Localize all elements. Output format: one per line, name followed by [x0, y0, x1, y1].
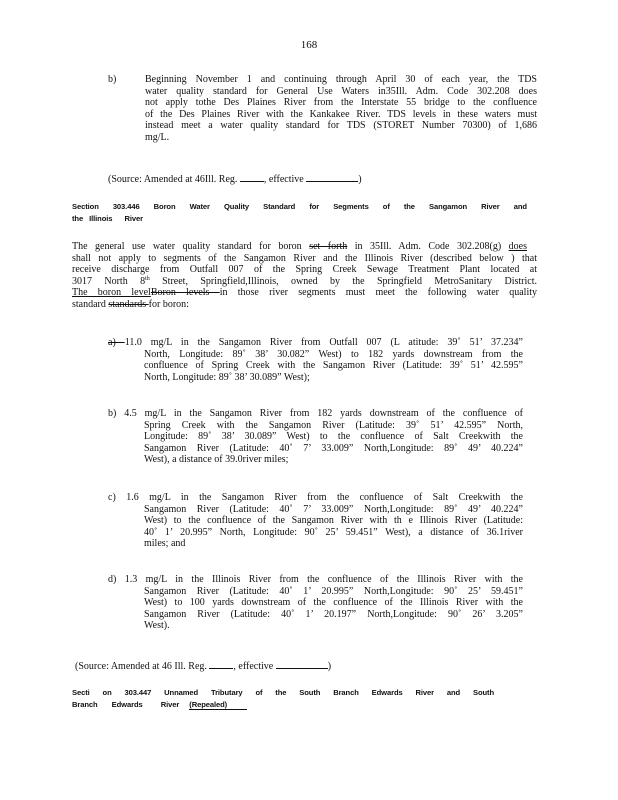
text-line: shall not apply to segments of the Sangamon River and the Illinois River (described below ) that: [72, 252, 537, 264]
list-item-a: [108, 337, 523, 383]
source-note-1: [108, 172, 362, 185]
heading-word: of: [382, 202, 390, 211]
blank-line: [209, 659, 233, 669]
page-number: 168: [300, 39, 318, 51]
text-line: Sangamon River (Latitude: 40˚ 1’ 20.995” North,Longitude: 90˚ 25’ 59.451”: [144, 585, 523, 597]
heading-word: Illinois: [89, 214, 113, 223]
text-line: Spring Creek with the Sangamon River (Latitude: 39˚ 51’ 42.595” North,: [144, 419, 523, 431]
text-line: standard standards for boron:: [72, 298, 189, 310]
heading-word: Secti: [72, 688, 90, 697]
superscript: th: [145, 275, 150, 282]
heading-word: Water: [189, 202, 210, 211]
struck-text: Boron levels: [150, 287, 220, 299]
heading-word: Standard: [263, 202, 296, 211]
source-middle: , effective: [233, 661, 274, 672]
inserted-text: does: [508, 241, 527, 252]
text-line: North, Longitude: 89˚ 38’ 30.089” West);: [144, 371, 310, 383]
section-303-447-heading: [72, 687, 494, 711]
text-line: of the Des Plaines River with the Kankakee River. TDS levels in these waters must: [145, 108, 537, 120]
heading-word: the: [403, 202, 415, 211]
text-line: The boron levelBoron levels in those river segments must meet the following water quality: [72, 287, 538, 299]
heading-word: 303.446: [112, 202, 140, 211]
subsection-b-text: [145, 74, 537, 144]
heading-word: South: [472, 688, 494, 697]
heading-word: River: [160, 700, 180, 709]
text-line: d) 1.3 mg/L in the Illinois River from the confluence of the Illinois River with the: [108, 574, 523, 585]
text-line: West).: [144, 620, 170, 632]
list-item-b: [108, 408, 523, 466]
heading-word: Boron: [153, 202, 176, 211]
text-line: The general use water quality standard for boron set forth in 35Ill. Adm. Code 302.208(g) does: [72, 241, 527, 252]
inserted-text: The boron level: [72, 287, 151, 299]
source-end: ): [327, 661, 332, 672]
source-middle: , effective: [263, 174, 304, 185]
struck-text: set forth: [309, 241, 348, 252]
text-line: mg/L.: [145, 131, 170, 143]
text-line: Longitude: 89˚ 38’ 30.089” West) to the confluence of Salt Creekwith the: [144, 431, 523, 443]
source-prefix: (Source: Amended at 46 Ill. Reg.: [75, 661, 207, 672]
text-line: Sangamon River (Latitude: 40˚ 7’ 33.009” North,Longitude: 89˚ 49’ 40.224”: [144, 442, 523, 454]
text-line: not apply tothe Des Plaines River from the Interstate 55 bridge to the confluence: [145, 97, 537, 109]
struck-text: a): [108, 337, 125, 348]
heading-word: and: [446, 688, 461, 697]
text-line: c) 1.6 mg/L in the Sangamon River from the confluence of Salt Creekwith the: [108, 492, 523, 503]
text-line: West) to the confluence of the Sangamon River with th e Illinois River (Latitude:: [144, 515, 523, 527]
heading-word: Edwards: [371, 688, 403, 697]
heading-word: River: [481, 202, 500, 211]
heading-word: Section: [72, 202, 99, 211]
heading-word: and: [513, 202, 527, 211]
heading-word: 303.447: [124, 688, 152, 697]
source-end: ): [358, 174, 362, 185]
text-line: miles; and: [144, 538, 186, 550]
heading-word: the: [275, 688, 287, 697]
text-line: b) 4.5 mg/L in the Sangamon River from 182 yards downstream of the confluence of: [108, 408, 523, 419]
source-prefix: (Source: Amended at 46Ill. Reg.: [108, 174, 238, 185]
heading-line-2: [72, 699, 494, 711]
text-line: Beginning November 1 and continuing through April 30 of each year, the TDS: [145, 74, 537, 85]
heading-word: River: [415, 688, 434, 697]
text-line: confluence of Spring Creek with the Sangamon River (Latitude: 39˚ 51’ 42.595”: [144, 360, 523, 372]
blank-line: [276, 659, 328, 669]
list-item-c: [108, 492, 523, 550]
text-line: Sangamon River (Latitude: 40˚ 1’ 20.197” North,Longitude: 90˚ 26’ 3.205”: [144, 608, 523, 620]
text-line: 40˚ 1’ 20.995” North, Longitude: 90˚ 25’ 59.451” West), a distance of 36.1river: [144, 526, 523, 538]
text-line: West), a distance of 39.0river miles;: [144, 454, 289, 466]
heading-word: Branch: [333, 688, 359, 697]
heading-line-1: [72, 687, 494, 699]
heading-line-2: [72, 213, 527, 225]
heading-line-1: [72, 201, 527, 213]
heading-word: on: [102, 688, 112, 697]
struck-text: standards: [108, 298, 149, 310]
blank-line: [306, 172, 358, 182]
text-line: receive discharge from Outfall 007 of the Spring Creek Sewage Treatment Plant located at: [72, 264, 537, 276]
heading-word: Quality: [223, 202, 250, 211]
text-line: Sangamon River (Latitude: 40˚ 7’ 33.009” North,Longitude: 89˚ 49’ 40.224”: [144, 503, 523, 515]
heading-word: of: [255, 688, 263, 697]
text-line: water quality standard for General Use Waters in35Ill. Adm. Code 302.208 does: [145, 85, 537, 97]
heading-word: for: [309, 202, 320, 211]
text-line: 3017 North 8th Street, Springfield,Illinois, owned by the Springfield MetroSanitary District.: [72, 275, 537, 287]
text-line: North, Longitude: 89˚ 38’ 30.082” West) to 182 yards downstream from the: [144, 348, 523, 360]
heading-word: Unnamed: [164, 688, 199, 697]
text-line: West) to 100 yards downstream of the confluence of the Illinois River with the: [144, 597, 523, 609]
text-line: instead meet a water quality standard for TDS (STORET Number 70300) of 1,686: [145, 120, 537, 132]
heading-word: the: [72, 214, 84, 223]
text-line: a) 11.0 mg/L in the Sangamon River from Outfall 007 (L atitude: 39˚ 51’ 37.234”: [108, 337, 523, 348]
list-item-d: [108, 574, 523, 632]
subsection-b-label: b): [108, 74, 117, 85]
source-note-2: [75, 659, 331, 672]
heading-word: Segments: [333, 202, 369, 211]
heading-word: Sangamon: [429, 202, 468, 211]
heading-word: Edwards: [111, 700, 143, 709]
heading-word: Tributary: [210, 688, 243, 697]
section-body-paragraph: [72, 241, 537, 311]
blank-line: [240, 172, 264, 182]
heading-word: River: [124, 214, 143, 223]
section-303-446-heading: [72, 201, 527, 225]
repealed-label: (Repealed): [189, 700, 247, 710]
heading-word: Branch: [72, 700, 98, 709]
heading-word: South: [299, 688, 321, 697]
